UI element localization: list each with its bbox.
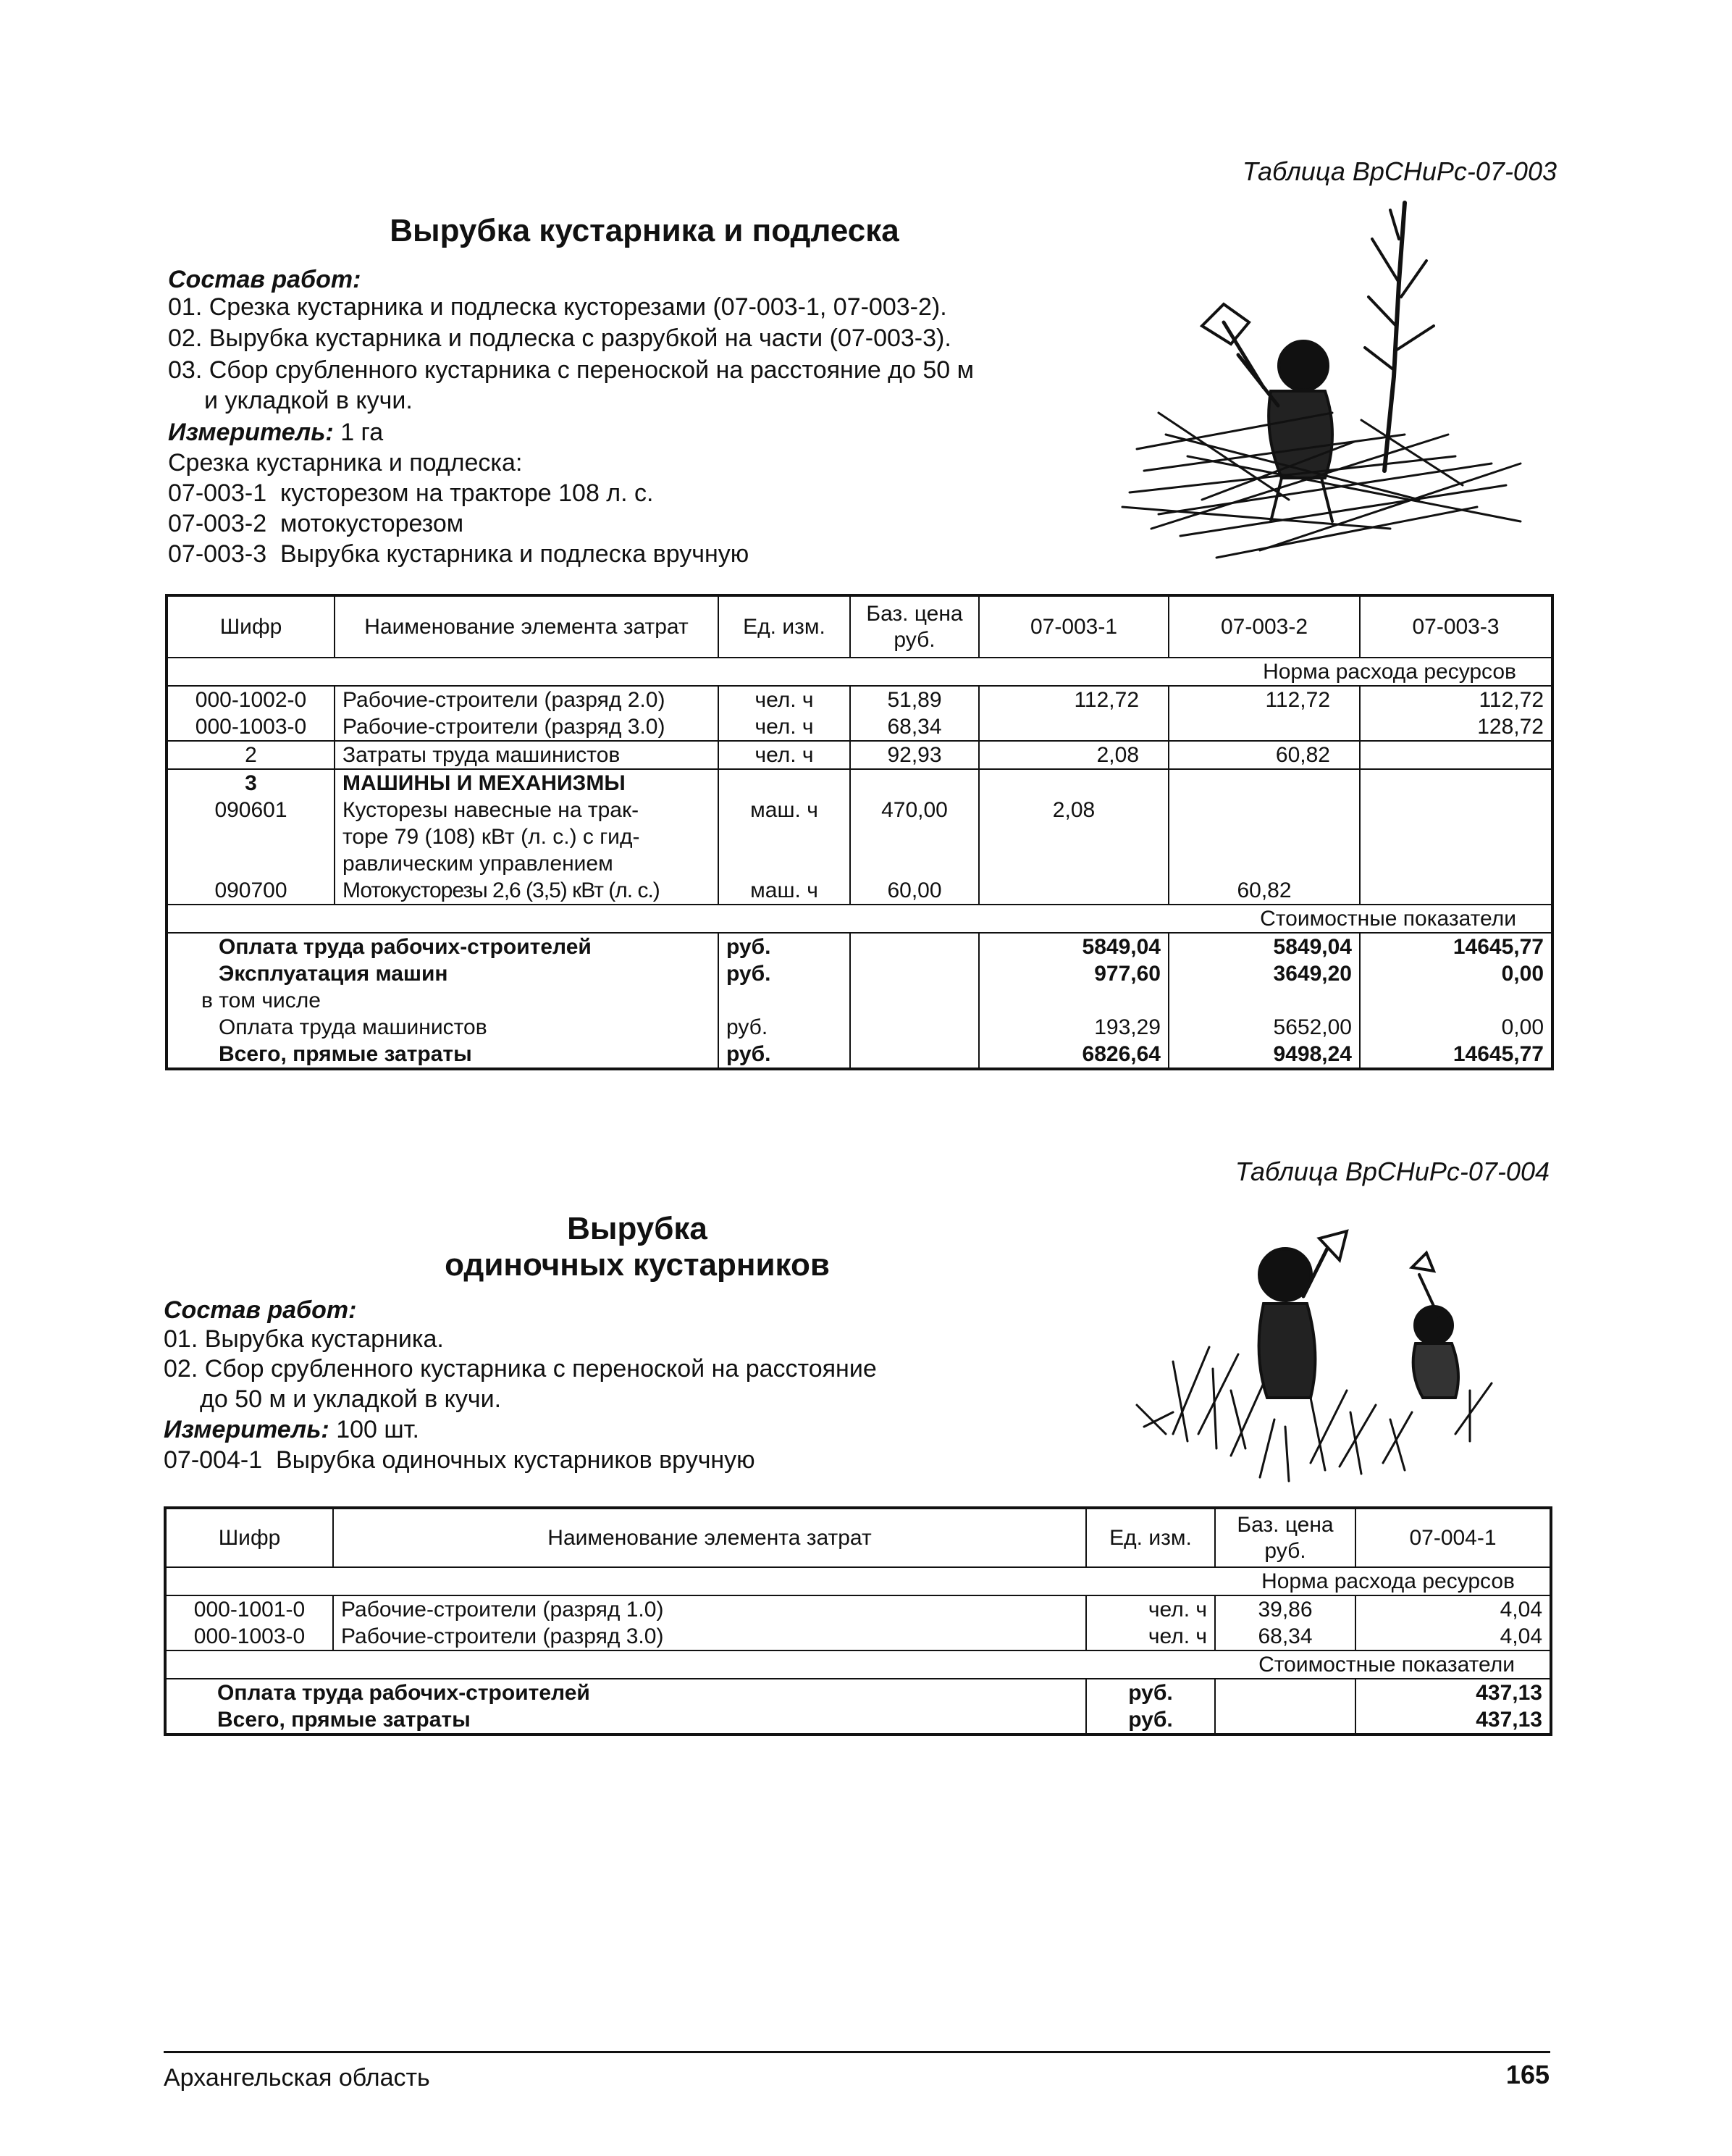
table-row — [165, 1679, 1551, 1706]
table-row — [167, 1014, 1552, 1041]
izmeritel-07-003: Измеритель: 1 га — [168, 419, 384, 446]
cell-c3: 128,72 — [1360, 713, 1552, 741]
cell-c3: 14645,77 — [1360, 1041, 1552, 1069]
section-norm-label: Норма расхода ресурсов — [165, 1567, 1551, 1595]
cell-unit: маш. ч — [718, 797, 850, 877]
cell-c1: 4,04 — [1355, 1623, 1551, 1650]
sostav-item-01: 01. Срезка кустарника и подлеска кусторезами (07-003-1, 07-003-2). — [168, 293, 947, 321]
header-07-003-3: 07-003-3 — [1360, 595, 1552, 658]
cell-name: Всего, прямые затраты — [167, 1041, 718, 1069]
section-row-norm — [165, 1567, 1551, 1595]
cell-price: 470,00 — [850, 797, 979, 877]
cell-c3: 112,72 — [1360, 686, 1552, 713]
cell-code: 090700 — [167, 877, 335, 905]
cell-price: 92,93 — [850, 741, 979, 769]
cell-code: 000-1003-0 — [167, 713, 335, 741]
cell-name: Рабочие-строители (разряд 2.0) — [335, 686, 718, 713]
cell-name: Кусторезы навесные на трак- торе 79 (108) кВт (л. с.) с гид- равлическим управлением — [335, 797, 718, 877]
footer-rule — [164, 2051, 1550, 2053]
table-header-row — [165, 1508, 1551, 1567]
cell-name: Рабочие-строители (разряд 3.0) — [335, 713, 718, 741]
page-number: 165 — [1505, 2060, 1550, 2089]
sostav-item-03: 03. Сбор срубленного кустарника с переноской на расстояние до 50 м — [168, 356, 975, 384]
sostav-label-07-004: Состав работ: — [164, 1296, 357, 1324]
cell-c2: 3649,20 — [1169, 960, 1360, 987]
resource-table-07-003 — [165, 594, 1554, 1070]
header-07-003-2: 07-003-2 — [1169, 595, 1360, 658]
sostav2-item-02-cont: до 50 м и укладкой в кучи. — [200, 1385, 502, 1413]
header-name: Наименование элемента затрат — [333, 1508, 1086, 1567]
section-row-norm — [167, 658, 1552, 686]
cell-name: Рабочие-строители (разряд 3.0) — [333, 1623, 1086, 1650]
cell-c1: 437,13 — [1355, 1679, 1551, 1706]
table-row — [167, 769, 1552, 797]
cell-code: 090601 — [167, 797, 335, 877]
section-title-07-004-line1: Вырубка — [567, 1211, 707, 1246]
cell-unit: руб. — [718, 1014, 850, 1041]
cell-name: в том числе — [167, 987, 718, 1014]
cell-unit: чел. ч — [718, 713, 850, 741]
cell-price: 68,34 — [850, 713, 979, 741]
cell-c2: 5652,00 — [1169, 1014, 1360, 1041]
header-code: Шифр — [165, 1508, 333, 1567]
table-row — [167, 987, 1552, 1014]
table-row — [167, 713, 1552, 741]
cell-unit: чел. ч — [1086, 1623, 1215, 1650]
header-unit: Ед. изм. — [1086, 1508, 1215, 1567]
cell-c1: 437,13 — [1355, 1706, 1551, 1735]
header-code: Шифр — [167, 595, 335, 658]
cell-name: Оплата труда рабочих-строителей — [165, 1679, 1086, 1706]
sostav-item-02: 02. Вырубка кустарника и подлеска с разрубкой на части (07-003-3). — [168, 324, 951, 352]
cell-name: МАШИНЫ И МЕХАНИЗМЫ — [335, 769, 718, 797]
cell-c3: 0,00 — [1360, 1014, 1552, 1041]
cell-c3: 14645,77 — [1360, 933, 1552, 960]
cell-code: 000-1001-0 — [165, 1595, 333, 1623]
cell-c1 — [979, 713, 1169, 741]
header-price: Баз. цена руб. — [850, 595, 979, 658]
cell-name: Всего, прямые затраты — [165, 1706, 1086, 1735]
variant-07-003-2: 07-003-2 мотокусторезом — [168, 510, 464, 537]
table-row — [165, 1623, 1551, 1650]
header-07-003-1: 07-003-1 — [979, 595, 1169, 658]
cell-name: Затраты труда машинистов — [335, 741, 718, 769]
cell-c3: 0,00 — [1360, 960, 1552, 987]
table-row — [167, 1041, 1552, 1069]
resource-table-07-004 — [164, 1506, 1552, 1736]
cell-name: Эксплуатация машин — [167, 960, 718, 987]
cell-c1: 977,60 — [979, 960, 1169, 987]
cell-c1: 4,04 — [1355, 1595, 1551, 1623]
table-row — [165, 1595, 1551, 1623]
cell-code: 000-1003-0 — [165, 1623, 333, 1650]
table-ref-07-004: Таблица ВрСНиРс-07-004 — [1235, 1157, 1550, 1186]
table-row — [167, 686, 1552, 713]
variant-07-004-1: 07-004-1 Вырубка одиночных кустарников вручную — [164, 1446, 755, 1474]
cell-code: 2 — [167, 741, 335, 769]
cell-price: 51,89 — [850, 686, 979, 713]
cell-code: 3 — [167, 769, 335, 797]
variant-07-003-3: 07-003-3 Вырубка кустарника и подлеска вручную — [168, 540, 749, 568]
cell-unit: руб. — [1086, 1706, 1215, 1735]
footer-region: Архангельская область — [164, 2064, 430, 2092]
section-title-07-003: Вырубка кустарника и подлеска — [390, 213, 899, 248]
table-header-row — [167, 595, 1552, 658]
cell-code: 000-1002-0 — [167, 686, 335, 713]
section-cost-label: Стоимостные показатели — [165, 1650, 1551, 1679]
cell-unit: руб. — [718, 933, 850, 960]
header-unit: Ед. изм. — [718, 595, 850, 658]
header-name: Наименование элемента затрат — [335, 595, 718, 658]
cell-c1: 6826,64 — [979, 1041, 1169, 1069]
cell-c1: 2,08 — [979, 741, 1169, 769]
table-row — [167, 933, 1552, 960]
cell-unit: чел. ч — [718, 741, 850, 769]
cell-c2: 9498,24 — [1169, 1041, 1360, 1069]
cell-unit: руб. — [1086, 1679, 1215, 1706]
header-price: Баз. цена руб. — [1215, 1508, 1355, 1567]
cell-unit: руб. — [718, 960, 850, 987]
section-cost-label: Стоимостные показатели — [167, 905, 1552, 933]
bush-cutting-illustration — [1115, 196, 1535, 587]
cell-c3 — [1360, 741, 1552, 769]
cell-price: 60,00 — [850, 877, 979, 905]
sostav2-item-01: 01. Вырубка кустарника. — [164, 1325, 444, 1353]
cell-c2 — [1169, 713, 1360, 741]
izmeritel-07-004: Измеритель: 100 шт. — [164, 1416, 419, 1443]
section-row-cost — [167, 905, 1552, 933]
table-ref-07-003: Таблица ВрСНиРс-07-003 — [1242, 156, 1557, 186]
table-row — [165, 1706, 1551, 1735]
cell-price: 39,86 — [1215, 1595, 1355, 1623]
cell-price: 68,34 — [1215, 1623, 1355, 1650]
cell-c2: 112,72 — [1169, 686, 1360, 713]
cell-unit: чел. ч — [1086, 1595, 1215, 1623]
single-bush-cutting-illustration — [1130, 1217, 1521, 1485]
cell-c1: 2,08 — [979, 797, 1169, 877]
cell-unit: чел. ч — [718, 686, 850, 713]
table-row — [167, 960, 1552, 987]
cell-c1: 193,29 — [979, 1014, 1169, 1041]
cell-name: Мотокусторезы 2,6 (3,5) кВт (л. с.) — [335, 877, 718, 905]
table-row — [167, 741, 1552, 769]
sostav-item-03-cont: и укладкой в кучи. — [204, 387, 413, 414]
table-row — [167, 797, 1552, 877]
table-row — [167, 877, 1552, 905]
cell-unit: руб. — [718, 1041, 850, 1069]
cell-c2: 5849,04 — [1169, 933, 1360, 960]
section-row-cost — [165, 1650, 1551, 1679]
section-title-07-004-line2: одиночных кустарников — [445, 1247, 830, 1283]
variant-07-003-1: 07-003-1 кусторезом на тракторе 108 л. с. — [168, 479, 654, 507]
section-norm-label: Норма расхода ресурсов — [167, 658, 1552, 686]
sostav2-item-02: 02. Сбор срубленного кустарника с переноской на расстояние — [164, 1355, 877, 1383]
header-07-004-1: 07-004-1 — [1355, 1508, 1551, 1567]
cell-c1: 112,72 — [979, 686, 1169, 713]
cell-unit: маш. ч — [718, 877, 850, 905]
cell-name: Рабочие-строители (разряд 1.0) — [333, 1595, 1086, 1623]
cell-c2: 60,82 — [1169, 741, 1360, 769]
cell-name: Оплата труда машинистов — [167, 1014, 718, 1041]
cell-name: Оплата труда рабочих-строителей — [167, 933, 718, 960]
cell-c2: 60,82 — [1169, 877, 1360, 905]
subhead-07-003: Срезка кустарника и подлеска: — [168, 449, 523, 477]
cell-c1: 5849,04 — [979, 933, 1169, 960]
sostav-label-07-003: Состав работ: — [168, 266, 361, 293]
